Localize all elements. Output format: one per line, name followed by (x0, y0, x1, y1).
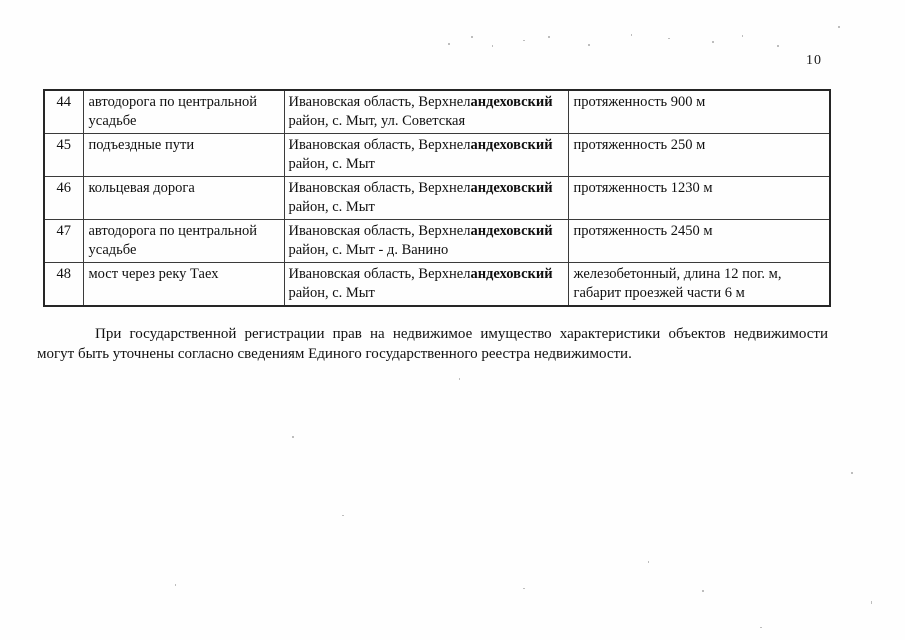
scan-noise-speck (838, 26, 840, 28)
object-location: Ивановская область, Верхнеландеховский район, с. Мыт, ул. Советская (284, 90, 568, 134)
object-name: автодорога по центральной усадьбе (83, 90, 284, 134)
scan-noise-speck (175, 584, 176, 586)
scan-noise-speck (523, 588, 525, 589)
row-number: 46 (44, 177, 83, 220)
scan-noise-speck (712, 41, 714, 43)
table-row (44, 177, 830, 220)
object-location: Ивановская область, Верхнеландеховский район, с. Мыт - д. Ванино (284, 220, 568, 263)
scan-noise-speck (668, 38, 670, 39)
object-characteristics: протяженность 900 м (568, 90, 830, 134)
object-name: мост через реку Таех (83, 263, 284, 307)
scan-noise-speck (851, 472, 853, 474)
row-number: 44 (44, 90, 83, 134)
object-location: Ивановская область, Верхнеландеховский район, с. Мыт (284, 134, 568, 177)
table-row (44, 263, 830, 307)
object-characteristics: протяженность 2450 м (568, 220, 830, 263)
object-name: кольцевая дорога (83, 177, 284, 220)
scan-noise-speck (648, 561, 649, 563)
scan-noise-speck (760, 627, 762, 628)
scan-noise-speck (448, 43, 450, 45)
page-number: 10 (806, 53, 822, 68)
scan-noise-speck (777, 45, 779, 47)
table-row (44, 220, 830, 263)
scan-noise-speck (523, 40, 525, 41)
table-row (44, 90, 830, 134)
table-row (44, 134, 830, 177)
row-number: 47 (44, 220, 83, 263)
row-number: 48 (44, 263, 83, 307)
scan-noise-speck (871, 601, 872, 604)
scan-noise-speck (548, 36, 550, 38)
scan-noise-speck (292, 436, 294, 438)
object-name: подъездные пути (83, 134, 284, 177)
object-characteristics: железобетонный, длина 12 пог. м, габарит проезжей части 6 м (568, 263, 830, 307)
row-number: 45 (44, 134, 83, 177)
objects-table (43, 89, 831, 307)
object-location: Ивановская область, Верхнеландеховский район, с. Мыт (284, 263, 568, 307)
scan-noise-speck (342, 515, 344, 516)
scan-noise-speck (459, 378, 460, 380)
scan-noise-speck (631, 34, 632, 36)
object-name: автодорога по центральной усадьбе (83, 220, 284, 263)
scan-noise-speck (742, 35, 743, 37)
scan-noise-speck (588, 44, 590, 46)
scan-noise-speck (702, 590, 704, 592)
object-location: Ивановская область, Верхнеландеховский район, с. Мыт (284, 177, 568, 220)
scan-noise-speck (492, 45, 493, 47)
object-characteristics: протяженность 250 м (568, 134, 830, 177)
scan-noise-speck (471, 36, 473, 38)
object-characteristics: протяженность 1230 м (568, 177, 830, 220)
registration-note: При государственной регистрации прав на недвижимое имущество характеристики объектов недвижимости могут быть уточнены согласно сведениям Единого государственного реестра недвижимости. (37, 326, 828, 362)
